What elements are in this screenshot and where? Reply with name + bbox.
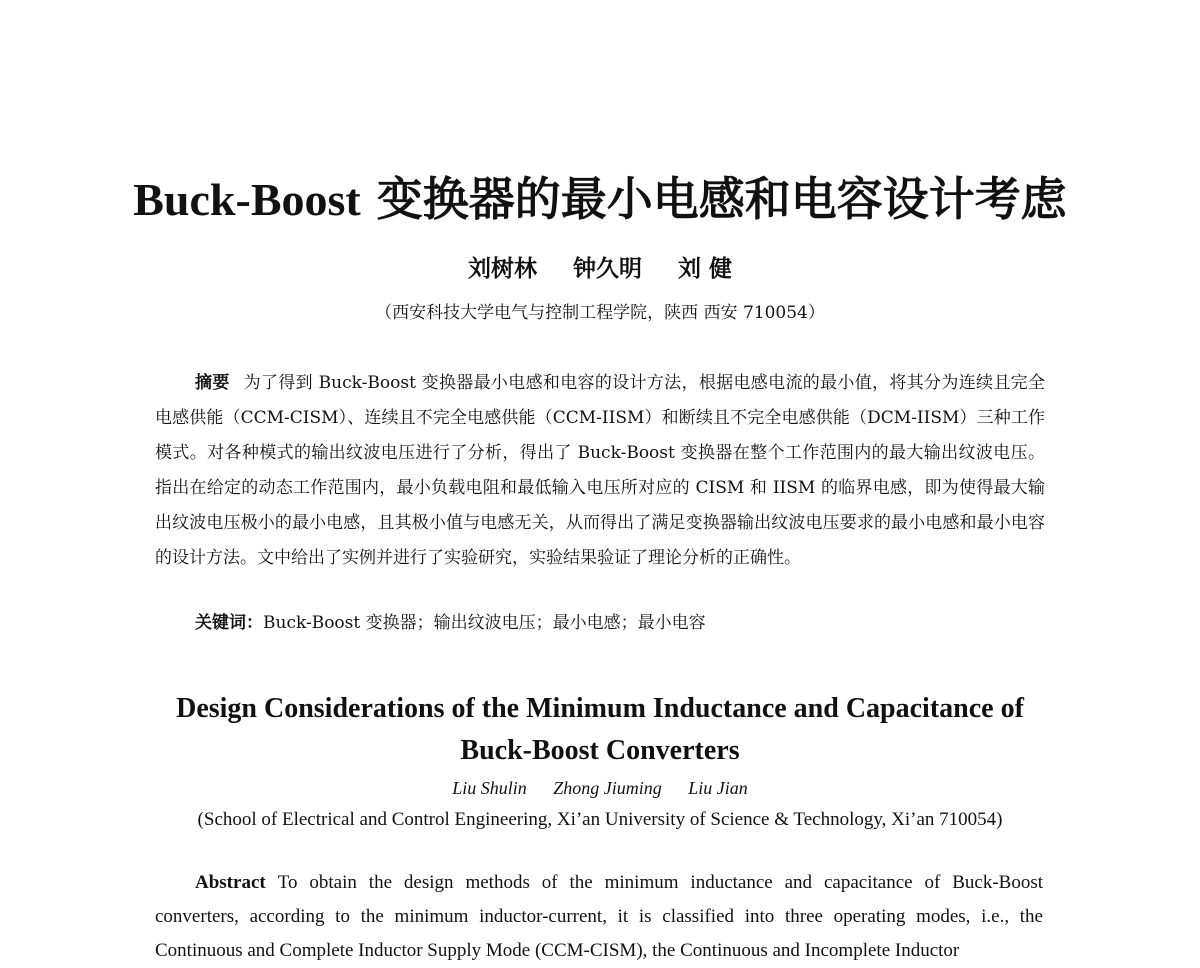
chinese-keywords: [195, 608, 1045, 638]
chinese-author-1: 刘树林: [467, 255, 537, 282]
chinese-abstract-label: 摘要: [195, 373, 230, 393]
chinese-author-3: 刘 健: [678, 255, 733, 282]
english-title-line-2: Buck-Boost Converters: [460, 735, 740, 766]
english-author-3: Liu Jian: [688, 778, 748, 798]
english-author-2: Zhong Jiuming: [553, 778, 662, 798]
chinese-title-latin-part: Buck-Boost: [133, 174, 361, 225]
chinese-abstract: [155, 366, 1045, 576]
english-authors: [0, 776, 1200, 800]
english-title: [0, 688, 1200, 772]
english-abstract-text: To obtain the design methods of the minimum inductance and capacitance of Buck-Boost converters, according to the minimum inductor-current, it is classified into three operating modes, i.e., the Continuous and Complete Inductor Supply Mode (CCM-CISM), the Continuous and Incomplete Inductor: [155, 872, 1043, 961]
chinese-abstract-text: 为了得到 Buck-Boost 变换器最小电感和电容的设计方法，根据电感电流的最小值，将其分为连续且完全电感供能（CCM-CISM）、连续且不完全电感供能（CCM-IISM）和断续且不完全电感供能（DCM-IISM）三种工作模式。对各种模式的输出纹波电压进行了分析，得出了 Buck-Boost 变换器在整个工作范围内的最大输出纹波电压。指出在给定的动态工作范围内，最小负载电阻和最低输入电压所对应的 CISM 和 IISM 的临界电感，即为使得最大输出纹波电压极小的最小电感，且其极小值与电感无关，从而得出了满足变换器输出纹波电压要求的最小电感和最小电容的设计方法。文中给出了实例并进行了实验研究，实验结果验证了理论分析的正确性。: [155, 373, 1045, 568]
english-affiliation: (School of Electrical and Control Engineering, Xi’an University of Science & Technology, Xi’an 710054): [197, 809, 1003, 830]
chinese-keywords-text: Buck-Boost 变换器；输出纹波电压；最小电感；最小电容: [263, 613, 706, 633]
chinese-title: [0, 170, 1200, 229]
chinese-authors: [0, 252, 1200, 286]
chinese-abstract-paragraph: [155, 366, 1045, 576]
english-abstract-label: Abstract: [195, 872, 266, 893]
english-author-1: Liu Shulin: [452, 778, 527, 798]
chinese-keywords-label: 关键词：: [195, 613, 263, 633]
chinese-author-2: 钟久明: [572, 255, 642, 282]
chinese-affiliation: （西安科技大学电气与控制工程学院，陕西 西安 710054）: [375, 303, 825, 323]
english-title-line-1: Design Considerations of the Minimum Inductance and Capacitance of: [176, 693, 1024, 724]
chinese-title-main-part: 变换器的最小电感和电容设计考虑: [376, 172, 1067, 226]
english-abstract: [155, 866, 1043, 968]
